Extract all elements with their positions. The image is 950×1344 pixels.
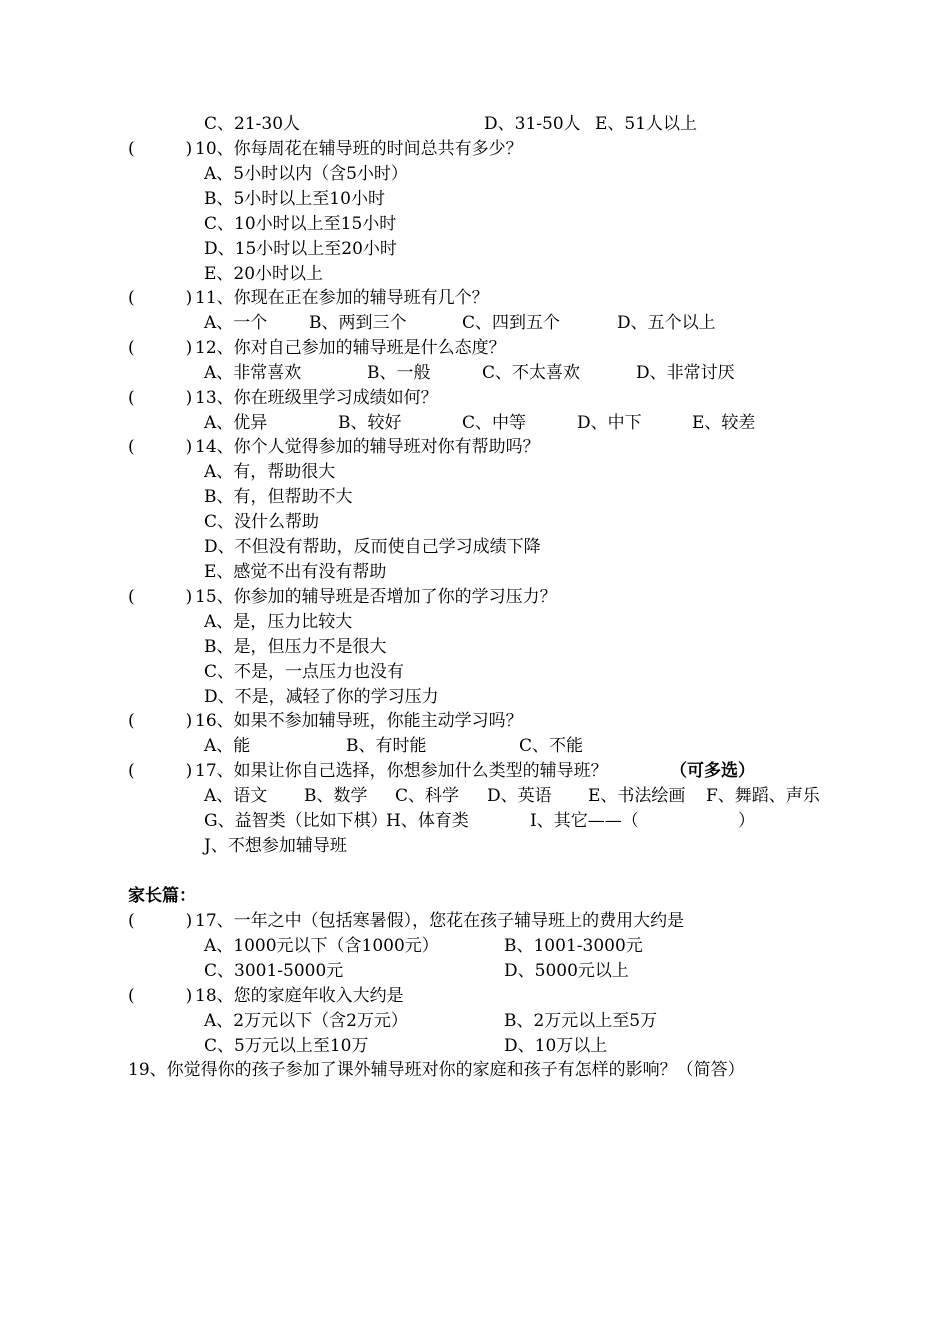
option: A、语文: [204, 786, 268, 806]
option: D、中下: [577, 413, 642, 433]
option: A、非常喜欢: [204, 363, 302, 383]
option: D、非常讨厌: [636, 363, 735, 383]
answer-blank: ( ): [128, 139, 193, 159]
option: D、5000元以上: [504, 961, 629, 981]
option: G、益智类（比如下棋）: [204, 811, 388, 831]
option: E、书法绘画: [588, 786, 686, 806]
question-text: 19、你觉得你的孩子参加了课外辅导班对你的家庭和孩子有怎样的影响？（简答）: [128, 1060, 745, 1080]
option: B、两到三个: [309, 313, 407, 333]
question-text: 11、你现在正在参加的辅导班有几个？: [195, 288, 489, 308]
option: A、能: [204, 736, 251, 756]
option: C、科学: [395, 786, 460, 806]
option: A、有，帮助很大: [204, 462, 336, 482]
option: C、不能: [519, 736, 584, 756]
option: B、较好: [338, 413, 402, 433]
option: C、四到五个: [462, 313, 561, 333]
option: H、体育类: [386, 811, 469, 831]
question-text: 17、如果让你自己选择，你想参加什么类型的辅导班？: [195, 761, 608, 781]
option: C、不太喜欢: [482, 363, 581, 383]
option-close-paren: ）: [738, 811, 755, 831]
question-text: 15、你参加的辅导班是否增加了你的学习压力？: [195, 587, 557, 607]
answer-blank: ( ): [128, 437, 193, 457]
option: C、不是，一点压力也没有: [204, 662, 405, 682]
option: B、5小时以上至10小时: [204, 189, 385, 209]
option: B、1001-3000元: [504, 936, 643, 956]
option: E、51人以上: [595, 114, 698, 134]
section-title: 家长篇：: [128, 886, 196, 906]
option: E、20小时以上: [204, 264, 324, 284]
question-text: 17、一年之中（包括寒暑假），您花在孩子辅导班上的费用大约是: [195, 911, 685, 931]
option: C、中等: [462, 413, 527, 433]
answer-blank: ( ): [128, 986, 193, 1006]
answer-blank: ( ): [128, 338, 193, 358]
option: E、较差: [692, 413, 756, 433]
option: F、舞蹈、声乐: [706, 786, 820, 806]
option: J、不想参加辅导班: [204, 836, 347, 856]
option: B、数学: [304, 786, 368, 806]
option: C、10小时以上至15小时: [204, 214, 397, 234]
question-text: 10、你每周花在辅导班的时间总共有多少？: [195, 139, 523, 159]
option: A、是，压力比较大: [204, 612, 353, 632]
answer-blank: ( ): [128, 388, 193, 408]
answer-blank: ( ): [128, 911, 193, 931]
option: A、5小时以内（含5小时）: [204, 164, 408, 184]
option: C、5万元以上至10万: [204, 1036, 369, 1056]
option: D、英语: [487, 786, 552, 806]
question-text: 16、如果不参加辅导班，你能主动学习吗？: [195, 711, 523, 731]
option: B、有，但帮助不大: [204, 487, 353, 507]
option: B、是，但压力不是很大: [204, 637, 387, 657]
option: A、一个: [204, 313, 268, 333]
option: I、其它——（: [530, 811, 639, 831]
answer-blank: ( ): [128, 711, 193, 731]
option: A、2万元以下（含2万元）: [204, 1011, 408, 1031]
option: D、五个以上: [617, 313, 716, 333]
option: D、不是，减轻了你的学习压力: [204, 687, 439, 707]
question-text: 12、你对自己参加的辅导班是什么态度？: [195, 338, 506, 358]
option: A、1000元以下（含1000元）: [204, 936, 439, 956]
answer-blank: ( ): [128, 288, 193, 308]
option: B、一般: [367, 363, 431, 383]
option: C、21-30人: [204, 114, 301, 134]
option: A、优异: [204, 413, 268, 433]
option: D、10万以上: [504, 1036, 608, 1056]
option: C、没什么帮助: [204, 512, 320, 532]
option: B、2万元以上至5万: [504, 1011, 658, 1031]
question-text: 18、您的家庭年收入大约是: [195, 986, 404, 1006]
option: D、15小时以上至20小时: [204, 239, 397, 259]
option: D、不但没有帮助，反而使自己学习成绩下降: [204, 537, 541, 557]
option: E、感觉不出有没有帮助: [204, 562, 387, 582]
answer-blank: ( ): [128, 587, 193, 607]
question-text: 13、你在班级里学习成绩如何？: [195, 388, 438, 408]
multi-select-note: （可多选）: [670, 761, 755, 781]
option: C、3001-5000元: [204, 961, 344, 981]
question-text: 14、你个人觉得参加的辅导班对你有帮助吗？: [195, 437, 540, 457]
option: D、31-50人: [484, 114, 581, 134]
option: B、有时能: [346, 736, 427, 756]
answer-blank: ( ): [128, 761, 193, 781]
